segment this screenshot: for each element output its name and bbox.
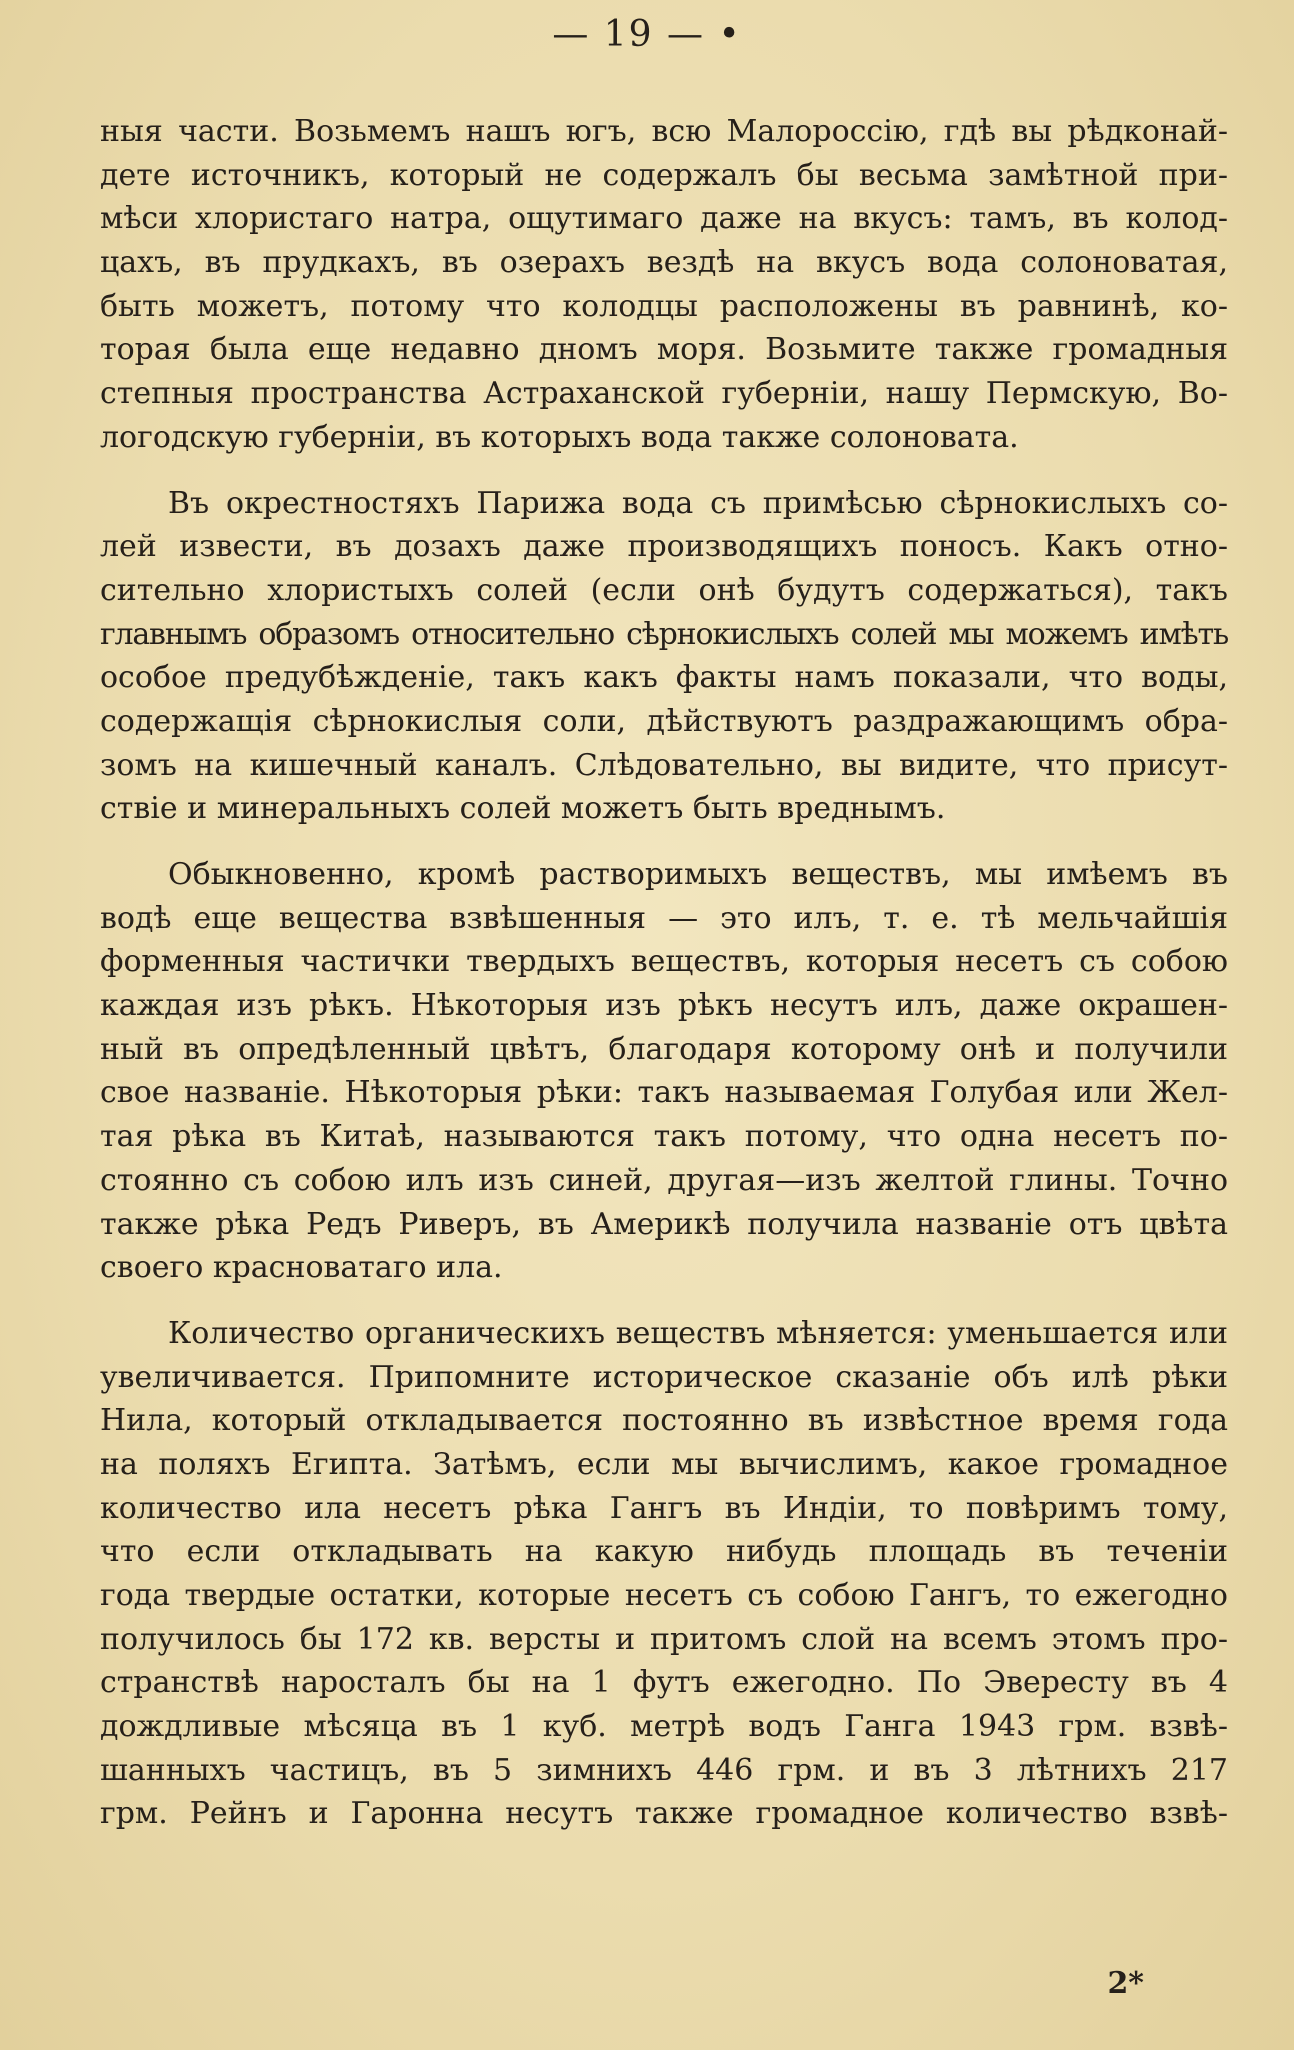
text-line: дождливые мѣсяца въ 1 куб. метрѣ водъ Ганга 1943 грм. взвѣ- [100,1709,1228,1745]
text-line: Количество органическихъ веществъ мѣняется: уменьшается или [168,1315,1228,1351]
text-line: особое предубѣжденіе, такъ какъ факты намъ показали, что воды, [100,660,1228,696]
text-line: Нила, который откладывается постоянно въ извѣстное время года [100,1403,1228,1439]
text-line: Въ окрестностяхъ Парижа вода съ примѣсью сѣрнокислыхъ со- [168,485,1228,521]
text-line: стоянно съ собою илъ изъ синей, другая—изъ желтой глины. Точно [100,1162,1228,1198]
text-line: количество ила несетъ рѣка Гангъ въ Индіи, то повѣримъ тому, [100,1490,1228,1526]
text-line: каждая изъ рѣкъ. Нѣкоторыя изъ рѣкъ несутъ илъ, даже окрашен- [100,988,1228,1024]
text-line: своего красноватаго ила. [100,1250,503,1286]
text-line: ныя части. Возьмемъ нашъ югъ, всю Малороссію, гдѣ вы рѣдконай- [100,114,1228,149]
body-text [100,110,1228,1858]
text-line: главнымъ образомъ относительно сѣрнокислыхъ солей мы можемъ имѣть [100,616,1228,652]
text-line: Обыкновенно, кромѣ растворимыхъ веществъ, мы имѣемъ въ [168,857,1228,892]
text-line: зомъ на кишечный каналъ. Слѣдовательно, вы видите, что присут- [100,747,1228,783]
text-line: форменныя частички твердыхъ веществъ, которыя несетъ съ собою [100,944,1228,980]
text-line: быть можетъ, потому что колодцы расположены въ равнинѣ, ко- [100,288,1228,324]
text-line: торая была еще недавно дномъ моря. Возьмите также громадныя [100,332,1228,368]
text-line: мѣси хлористаго натра, ощутимаго даже на вкусъ: тамъ, въ колод- [100,201,1228,237]
text-line: дете источникъ, который не содержалъ бы весьма замѣтной при- [100,157,1228,193]
text-line: получилось бы 172 кв. версты и притомъ слой на всемъ этомъ про- [100,1621,1228,1657]
signature-mark: 2* [1107,1966,1144,2001]
page-number: — 19 — • [552,14,742,55]
text-line: тая рѣка въ Китаѣ, называются такъ потому, что одна несетъ по- [100,1119,1228,1155]
text-line: степныя пространства Астраханской губерніи, нашу Пермскую, Во- [100,376,1228,412]
text-line: также рѣка Редъ Риверъ, въ Америкѣ получила названіе отъ цвѣта [100,1206,1228,1242]
text-line: водѣ еще вещества взвѣшенныя — это илъ, т. е. тѣ мельчайшія [100,900,1228,936]
text-line: свое названіе. Нѣкоторыя рѣки: такъ называемая Голубая или Жел- [100,1075,1228,1111]
paragraph-2 [100,482,1228,832]
paragraph-3 [100,853,1228,1290]
text-line: логодскую губерніи, въ которыхъ вода также солоновата. [100,419,1019,455]
paragraph-1 [100,110,1228,460]
text-line: цахъ, въ прудкахъ, въ озерахъ вездѣ на вкусъ вода солоноватая, [100,245,1228,281]
text-line: шанныхъ частицъ, въ 5 зимнихъ 446 грм. и въ 3 лѣтнихъ 217 [100,1752,1228,1788]
text-line: на поляхъ Египта. Затѣмъ, если мы вычислимъ, какое громадное [100,1446,1228,1482]
text-line: странствѣ наросталъ бы на 1 футъ ежегодно. По Эвересту въ 4 [100,1665,1228,1701]
text-line: лей извести, въ дозахъ даже производящихъ поносъ. Какъ отно- [100,529,1228,565]
text-line: грм. Рейнъ и Гаронна несутъ также громадное количество взвѣ- [100,1796,1228,1832]
text-line: года твердые остатки, которые несетъ съ собою Гангъ, то ежегодно [100,1578,1228,1613]
text-line: ный въ опредѣленный цвѣтъ, благодаря которому онѣ и получили [100,1031,1228,1067]
paragraph-4 [100,1312,1228,1836]
text-line: что если откладывать на какую нибудь площадь въ теченіи [100,1534,1228,1570]
text-line: сительно хлористыхъ солей (если онѣ будутъ содержаться), такъ [100,572,1228,608]
text-line: увеличивается. Припомните историческое сказаніе объ илѣ рѣки [100,1359,1228,1395]
text-line: ствіе и минеральныхъ солей можетъ быть вреднымъ. [100,791,946,827]
text-line: содержащія сѣрнокислыя соли, дѣйствуютъ раздражающимъ обра- [100,703,1228,739]
